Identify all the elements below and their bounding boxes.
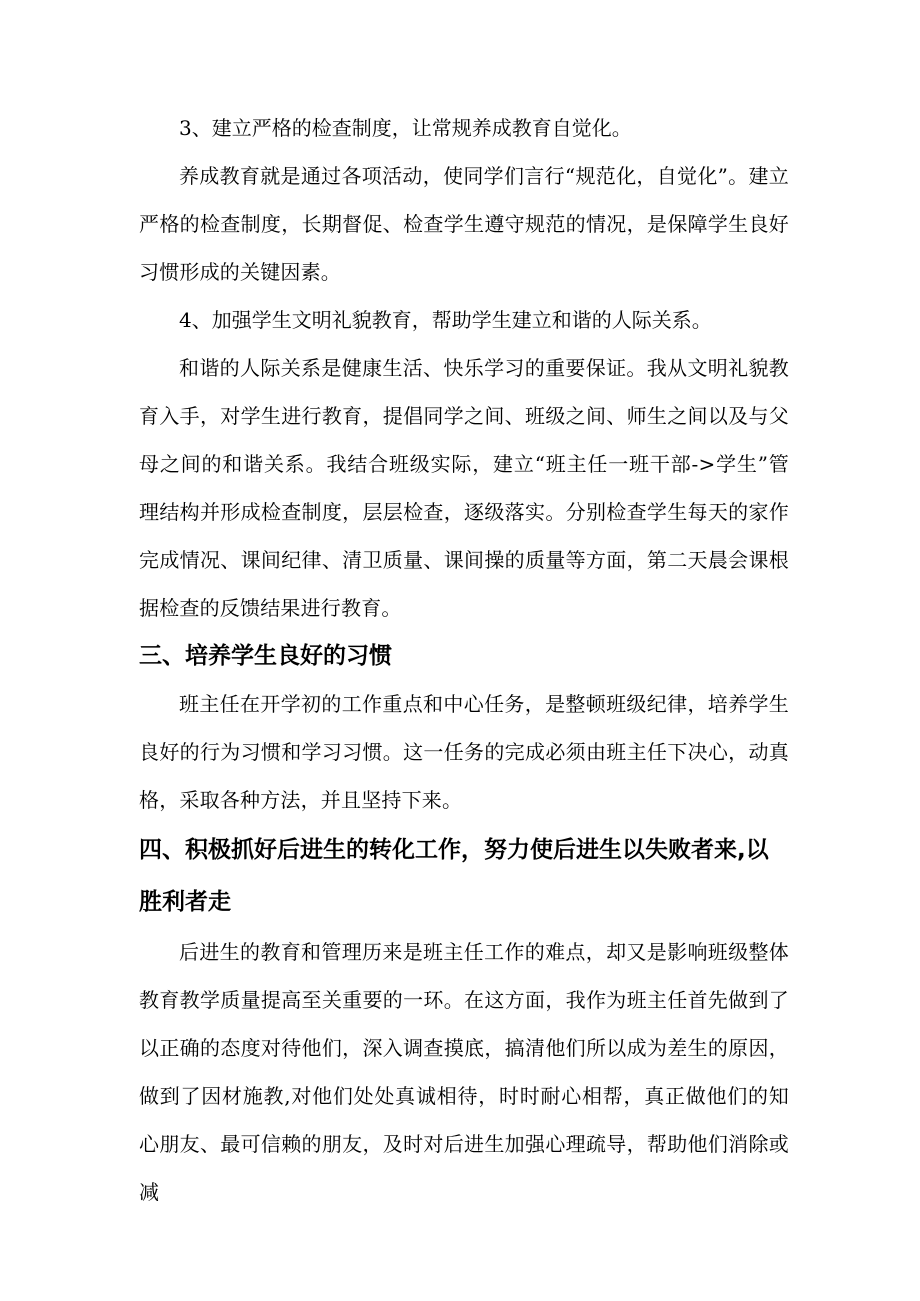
paragraph: 和谐的人际关系是健康生活、快乐学习的重要保证。我从文明礼貌教育入手，对学生进行教育，提倡同学之间、班级之间、师生之间以及与父母之间的和谐关系。我结合班级实际，建立“班主任一班干部->学生”管理结构并形成检查制度，层层检查，逐级落实。分别检查学生每天的家作完成情况、课间纪律、清卫质量、课间操的质量等方面，第二天晨会课根据检查的反馈结果进行教育。 <box>139 356 789 620</box>
paragraph: 养成教育就是通过各项活动，使同学们言行“规范化，自觉化”。建立严格的检查制度，长期督促、检查学生遵守规范的情况，是保障学生良好习惯形成的关键因素。 <box>139 164 789 284</box>
paragraph: 班主任在开学初的工作重点和中心任务，是整顿班级纪律，培养学生良好的行为习惯和学习习惯。这一任务的完成必须由班主任下决心，动真格，采取各种方法，并且坚持下来。 <box>139 692 789 812</box>
section-heading-4: 四、积极抓好后进生的转化工作，努力使后进生以失败者来,以胜利者走 <box>139 837 769 915</box>
paragraph: 后进生的教育和管理历来是班主任工作的难点，却又是影响班级整体教育教学质量提高至关重要的一环。在这方面，我作为班主任首先做到了以正确的态度对待他们，深入调查摸底，搞清他们所以成为差生的原因，做到了因材施教,对他们处处真诚相待，时时耐心相帮，真正做他们的知心朋友、最可信赖的朋友，及时对后进生加强心理疏导，帮助他们消除或减 <box>139 940 789 1204</box>
section-heading-3: 三、培养学生良好的习惯 <box>139 643 392 669</box>
list-item-3: 3、建立严格的检查制度，让常规养成教育自觉化。 <box>179 116 632 140</box>
document-body <box>139 104 789 1216</box>
list-item-4: 4、加强学生文明礼貌教育，帮助学生建立和谐的人际关系。 <box>179 308 712 332</box>
